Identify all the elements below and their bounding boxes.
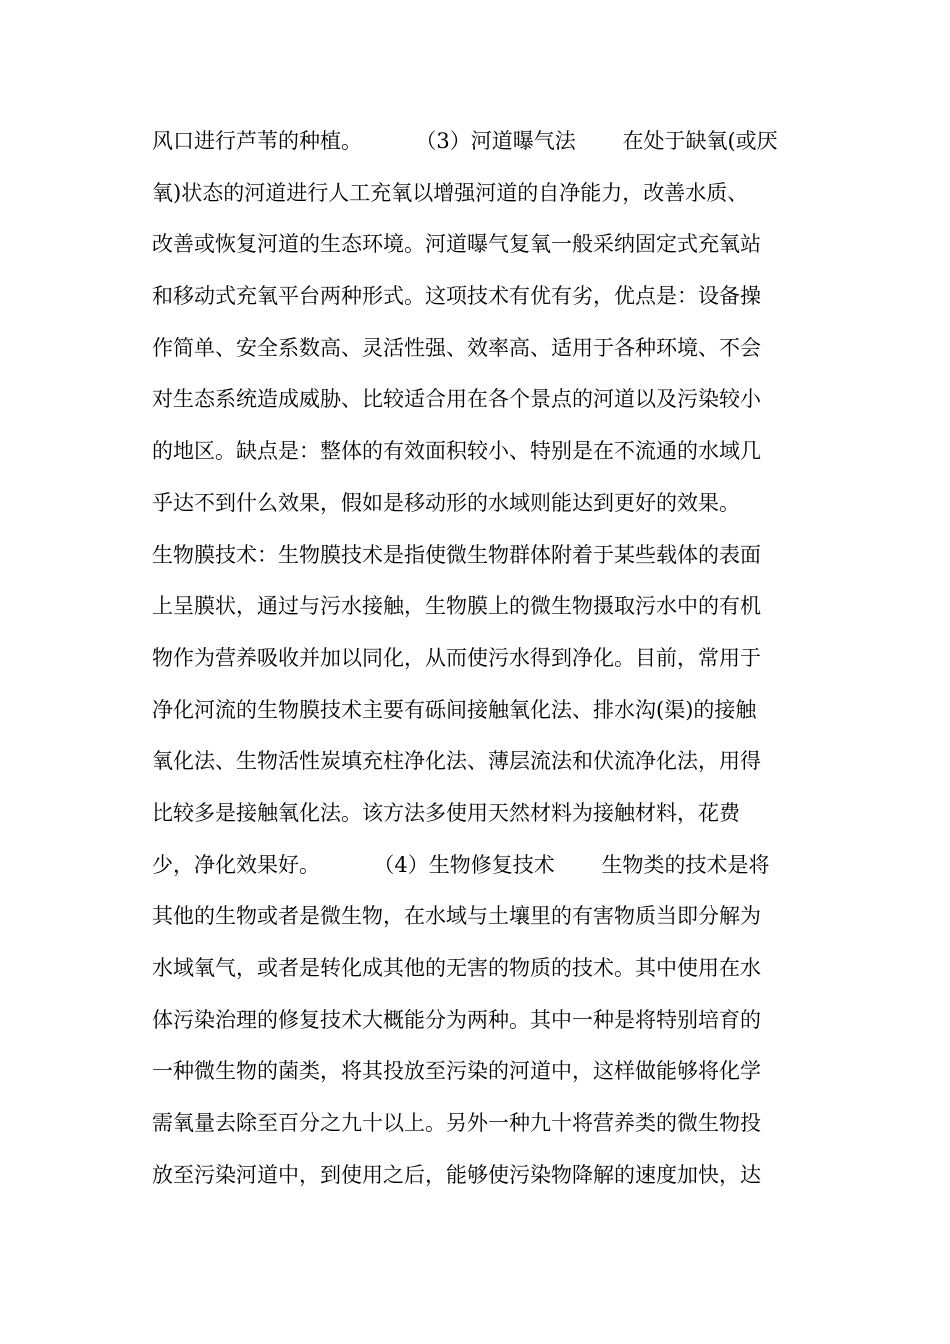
- text-line: 上呈膜状，通过与污水接触，生物膜上的微生物摄取污水中的有机: [152, 594, 761, 619]
- body-text: [152, 116, 812, 1201]
- text-line: 放至污染河道中，到使用之后，能够使污染物降解的速度加快，达: [152, 1162, 761, 1187]
- text-line: 少，净化效果好。 （4）生物修复技术 生物类的技术是将: [152, 852, 770, 877]
- text-line: 比较多是接触氧化法。该方法多使用天然材料为接触材料，花费: [152, 800, 740, 825]
- text-line: 改善或恢复河道的生态环境。河道曝气复氧一般采纳固定式充氧站: [152, 232, 761, 257]
- text-line: 其他的生物或者是微生物，在水域与土壤里的有害物质当即分解为: [152, 904, 761, 929]
- text-line: 作简单、安全系数高、灵活性强、效率高、适用于各种环境、不会: [152, 335, 761, 360]
- text-line: 生物膜技术：生物膜技术是指使微生物群体附着于某些载体的表面: [152, 542, 761, 567]
- text-line: 一种微生物的菌类，将其投放至污染的河道中，这样做能够将化学: [152, 1059, 761, 1084]
- text-line: 和移动式充氧平台两种形式。这项技术有优有劣，优点是：设备操: [152, 284, 761, 309]
- text-line: 氧化法、生物活性炭填充柱净化法、薄层流法和伏流净化法，用得: [152, 749, 761, 774]
- text-line: 氧)状态的河道进行人工充氧以增强河道的自净能力，改善水质、: [152, 180, 749, 205]
- text-line: 水域氧气，或者是转化成其他的无害的物质的技术。其中使用在水: [152, 956, 761, 980]
- text-line: 物作为营养吸收并加以同化，从而使污水得到净化。目前，常用于: [152, 645, 761, 670]
- text-line: 的地区。缺点是：整体的有效面积较小、特别是在不流通的水域几: [152, 439, 761, 464]
- text-line: 对生态系统造成威胁、比较适合用在各个景点的河道以及污染较小: [152, 387, 761, 412]
- text-line: 乎达不到什么效果，假如是移动形的水域则能达到更好的效果。: [152, 490, 740, 515]
- text-line: 净化河流的生物膜技术主要有砾间接触氧化法、排水沟(渠)的接触: [152, 697, 757, 722]
- text-line: 需氧量去除至百分之九十以上。另外一种九十将营养类的微生物投: [152, 1111, 761, 1136]
- text-line: 风口进行芦苇的种植。 （3）河道曝气法 在处于缺氧(或厌: [152, 129, 778, 153]
- text-line: 体污染治理的修复技术大概能分为两种。其中一种是将特别培育的: [152, 1007, 761, 1032]
